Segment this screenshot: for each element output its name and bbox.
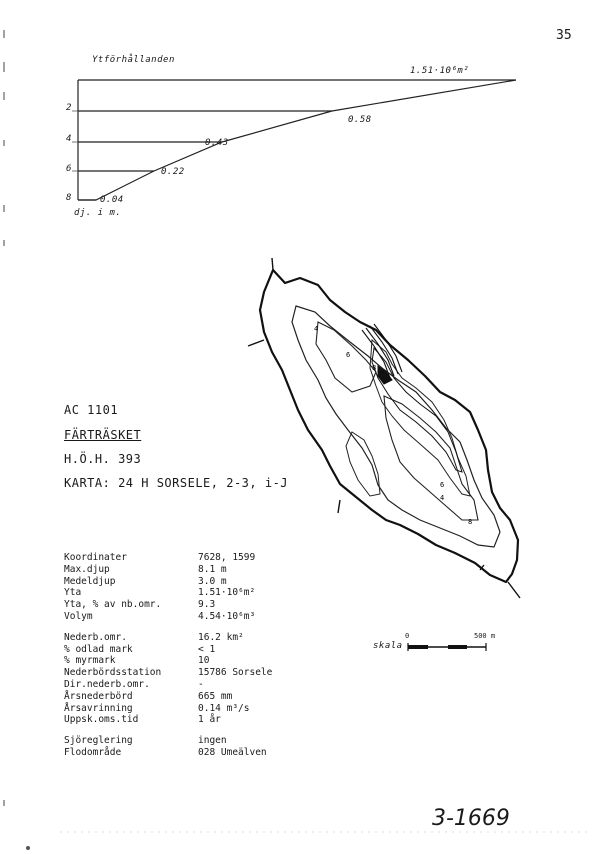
shoreline bbox=[260, 270, 518, 582]
chart-title: Ytförhållanden bbox=[92, 55, 175, 65]
property-row bbox=[64, 611, 272, 623]
property-value: ingen bbox=[198, 735, 227, 747]
lake-map-sheet: KARTA: 24 H SORSELE, 2-3, i-J bbox=[64, 476, 289, 490]
property-label: Koordinater bbox=[64, 552, 127, 563]
property-value: 1.51·10⁶m² bbox=[198, 587, 256, 599]
chart-depth-tick: 8 bbox=[66, 193, 72, 203]
property-row bbox=[64, 703, 272, 715]
chart-value-label: 0.43 bbox=[205, 138, 229, 148]
chart-depth-tick: 4 bbox=[66, 134, 72, 144]
scale-end-label: 500 m bbox=[474, 632, 496, 640]
property-value: 10 bbox=[198, 655, 210, 667]
property-label: Volym bbox=[64, 610, 93, 622]
property-label: Medeldjup bbox=[64, 575, 116, 587]
property-label: Nederb.omr. bbox=[64, 631, 127, 643]
property-label: Sjöreglering bbox=[64, 735, 133, 747]
property-label: Nederbördsstation bbox=[64, 667, 162, 679]
map-depth-label: 6 bbox=[440, 481, 445, 489]
scale-start-label: 0 bbox=[405, 632, 410, 640]
property-row bbox=[64, 667, 272, 679]
chart-depth-tick: 6 bbox=[66, 164, 72, 174]
lake-code: AC 1101 bbox=[64, 403, 119, 417]
property-label: % myrmark bbox=[64, 655, 116, 667]
map-depth-label: 6 bbox=[346, 351, 351, 359]
property-row bbox=[64, 735, 272, 747]
handwritten-number: 3-1669 bbox=[432, 806, 510, 831]
depth-contour-4m bbox=[384, 396, 478, 520]
map-depth-labels bbox=[314, 325, 472, 526]
map-depth-label: 4 bbox=[314, 325, 319, 333]
lake-name: FÄRTRÄSKET bbox=[64, 428, 142, 442]
chart-top-value: 1.51·10⁶m² bbox=[410, 66, 470, 76]
property-label: Dir.nederb.omr. bbox=[64, 678, 150, 690]
lake-properties-table bbox=[64, 552, 272, 759]
depth-contour-2m bbox=[292, 306, 500, 547]
property-value: < 1 bbox=[198, 643, 216, 655]
bottom-scan-marks bbox=[0, 820, 600, 854]
chart-value-label: 0.58 bbox=[348, 115, 372, 125]
property-value: 16.2 km² bbox=[198, 631, 244, 643]
property-label: Yta bbox=[64, 587, 82, 599]
property-value: - bbox=[198, 678, 204, 690]
property-row bbox=[64, 552, 272, 564]
property-row bbox=[64, 747, 272, 759]
chart-depth-label: dj. i m. bbox=[74, 208, 122, 218]
property-value: 4.54·10⁶m³ bbox=[198, 610, 256, 622]
property-value: 028 Umeälven bbox=[198, 746, 267, 758]
lake-altitude: H.Ö.H. 393 bbox=[64, 452, 142, 466]
page-number: 35 bbox=[556, 28, 572, 43]
property-label: Årsnederbörd bbox=[64, 690, 133, 702]
chart-value-label: 0.04 bbox=[100, 195, 124, 205]
property-row bbox=[64, 644, 272, 656]
property-label: Flodområde bbox=[64, 746, 122, 758]
property-value: 8.1 m bbox=[198, 563, 227, 575]
map-depth-label: 4 bbox=[440, 494, 445, 502]
property-row bbox=[64, 714, 272, 726]
property-row bbox=[64, 655, 272, 667]
property-row bbox=[64, 632, 272, 644]
depth-contour-4m bbox=[346, 432, 380, 496]
property-row bbox=[64, 564, 272, 576]
scale-bar bbox=[408, 643, 486, 651]
property-label: Årsavrinning bbox=[64, 702, 133, 714]
property-row bbox=[64, 576, 272, 588]
property-value: 665 mm bbox=[198, 690, 233, 702]
scale-label: skala bbox=[373, 641, 403, 651]
property-label: Uppsk.oms.tid bbox=[64, 714, 139, 726]
property-value: 7628, 1599 bbox=[198, 552, 256, 563]
property-label: % odlad mark bbox=[64, 643, 133, 655]
property-row bbox=[64, 679, 272, 691]
property-row bbox=[64, 599, 272, 611]
property-row bbox=[64, 587, 272, 599]
property-row bbox=[64, 691, 272, 703]
map-depth-label: 8 bbox=[372, 364, 377, 372]
chart-value-label: 0.22 bbox=[161, 167, 185, 177]
property-value: 0.14 m³/s bbox=[198, 702, 250, 714]
property-value: 9.3 bbox=[198, 599, 216, 611]
map-depth-label: 8 bbox=[468, 518, 473, 526]
property-label: Yta, % av nb.omr. bbox=[64, 599, 162, 611]
property-value: 15786 Sorsele bbox=[198, 667, 273, 679]
property-value: 1 år bbox=[198, 714, 221, 726]
property-label: Max.djup bbox=[64, 563, 110, 575]
chart-depth-tick: 2 bbox=[66, 103, 72, 113]
property-value: 3.0 m bbox=[198, 575, 227, 587]
